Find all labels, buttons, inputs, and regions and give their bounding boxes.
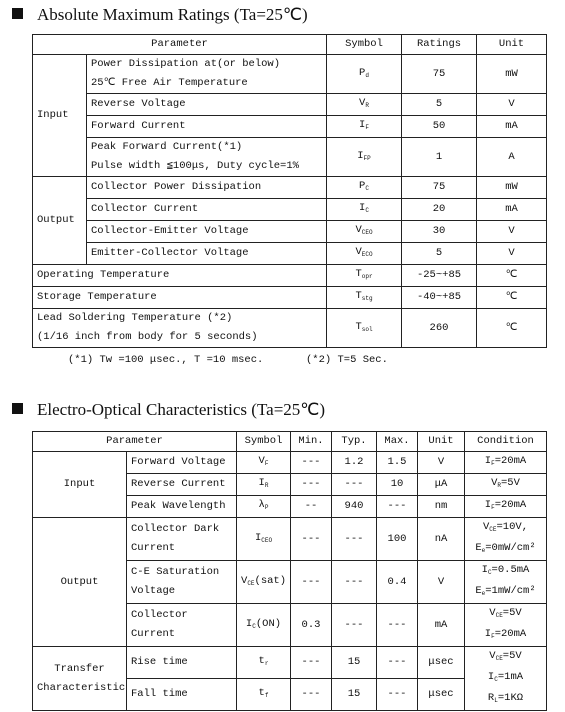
- param-cell: Storage Temperature: [33, 287, 327, 309]
- cond-text: I: [484, 499, 492, 511]
- group-line: Transfer: [54, 662, 105, 675]
- symbol-text: t: [258, 687, 265, 699]
- symbol-cell: [237, 679, 291, 711]
- eoc-heading: [12, 400, 325, 420]
- min-cell: ---: [291, 452, 332, 474]
- typ-cell: 15: [332, 679, 377, 711]
- symbol-cell: [327, 55, 402, 94]
- symbol-sub: C: [365, 207, 369, 214]
- symbol-cell: [327, 243, 402, 265]
- col-header-max: Max.: [377, 432, 418, 452]
- cond-sub: F: [491, 504, 495, 511]
- typ-cell: ---: [332, 604, 377, 647]
- cond-sub: F: [491, 633, 495, 640]
- cond-sub: CE: [495, 655, 503, 662]
- unit-cell: μA: [418, 474, 465, 496]
- max-cell: ---: [377, 679, 418, 711]
- col-header-typ: Typ.: [332, 432, 377, 452]
- rating-cell: 20: [402, 199, 477, 221]
- table-row: [33, 94, 547, 116]
- param-cell: [87, 55, 327, 94]
- cond-rest: =0mW/cm²: [485, 542, 536, 554]
- table-row: [33, 55, 547, 94]
- param-line: (1/16 inch from body for 5 seconds): [37, 331, 258, 343]
- col-header-unit: Unit: [418, 432, 465, 452]
- table-row: [33, 116, 547, 138]
- group-label-input: Input: [33, 55, 87, 177]
- cond-text: V: [491, 477, 498, 489]
- symbol-text: T: [355, 320, 362, 333]
- symbol-text: I: [359, 202, 366, 214]
- cond-sub: C: [487, 569, 492, 576]
- symbol-text: P: [359, 66, 366, 79]
- symbol-sub: R: [264, 482, 269, 489]
- table-row: [33, 518, 547, 561]
- condition-cell: [465, 452, 547, 474]
- param-line: Current: [131, 542, 176, 554]
- symbol-sub: CE: [247, 579, 255, 587]
- symbol-text: I: [359, 119, 366, 131]
- cond-text: I: [481, 564, 488, 576]
- table-header-row: [33, 432, 547, 452]
- param-cell: Emitter-Collector Voltage: [87, 243, 327, 265]
- symbol-sub: F: [365, 124, 369, 131]
- min-cell: ---: [291, 474, 332, 496]
- max-cell: ---: [377, 647, 418, 679]
- col-header-parameter: Parameter: [33, 432, 237, 452]
- table-row: [33, 177, 547, 199]
- param-line: Collector Dark: [131, 523, 220, 535]
- condition-cell: [465, 604, 547, 647]
- max-cell: 10: [377, 474, 418, 496]
- footnote-2: (*2) T=5 Sec.: [306, 354, 388, 366]
- max-cell: 1.5: [377, 452, 418, 474]
- table-row: [33, 138, 547, 177]
- min-cell: ---: [291, 647, 332, 679]
- min-cell: --: [291, 496, 332, 518]
- min-cell: ---: [291, 561, 332, 604]
- group-label-output: Output: [33, 518, 127, 647]
- rating-cell: 75: [402, 177, 477, 199]
- symbol-rest: (sat): [254, 574, 287, 587]
- table-row: [33, 452, 547, 474]
- col-header-parameter: Parameter: [33, 35, 327, 55]
- cond-sub: C: [494, 676, 498, 683]
- symbol-cell: [327, 138, 402, 177]
- symbol-cell: [327, 177, 402, 199]
- cond-rest: =1mW/cm²: [485, 585, 536, 597]
- electro-optical-table: [32, 431, 547, 711]
- symbol-sub: R: [365, 102, 369, 109]
- symbol-text: λ: [258, 499, 265, 511]
- unit-cell: mA: [477, 199, 547, 221]
- symbol-sub: FP: [363, 154, 371, 162]
- symbol-text: V: [355, 224, 362, 236]
- symbol-cell: [327, 309, 402, 348]
- symbol-cell: [237, 604, 291, 647]
- param-cell: Collector Power Dissipation: [87, 177, 327, 199]
- symbol-cell: [237, 452, 291, 474]
- cond-text: V: [482, 521, 490, 533]
- col-header-ratings: Ratings: [402, 35, 477, 55]
- condition-cell: [465, 647, 547, 711]
- param-cell: Operating Temperature: [33, 265, 327, 287]
- unit-cell: mA: [477, 116, 547, 138]
- unit-cell: A: [477, 138, 547, 177]
- typ-cell: ---: [332, 518, 377, 561]
- condition-cell: [465, 496, 547, 518]
- symbol-cell: [237, 496, 291, 518]
- cond-text: V: [489, 607, 496, 619]
- symbol-cell: [327, 265, 402, 287]
- cond-rest: =20mA: [494, 455, 527, 467]
- symbol-text: P: [359, 180, 366, 192]
- symbol-sub: C: [365, 185, 369, 192]
- param-cell: [87, 138, 327, 177]
- unit-cell: V: [418, 561, 465, 604]
- cond-text: I: [487, 671, 495, 683]
- unit-cell: V: [477, 94, 547, 116]
- rating-cell: 30: [402, 221, 477, 243]
- typ-cell: 15: [332, 647, 377, 679]
- symbol-text: I: [258, 477, 265, 489]
- table-row: [33, 199, 547, 221]
- cond-sub: R: [497, 482, 501, 489]
- param-cell: Fall time: [127, 679, 237, 711]
- cond-rest: =0.5mA: [491, 564, 530, 576]
- eoc-title: Electro-Optical Characteristics (Ta=25℃): [37, 400, 326, 419]
- symbol-text: I: [254, 531, 262, 544]
- amr-title: Absolute Maximum Ratings (Ta=25℃): [37, 5, 308, 24]
- param-line: Power Dissipation at(or below): [91, 58, 281, 70]
- cond-text: R: [487, 692, 495, 704]
- symbol-cell: [237, 474, 291, 496]
- unit-cell: V: [477, 221, 547, 243]
- symbol-sub: CEO: [361, 229, 373, 236]
- footnote-1: (*1) Tw =100 μsec., T =10 msec.: [68, 354, 264, 366]
- symbol-sub: stg: [361, 295, 373, 302]
- group-label-output: Output: [33, 177, 87, 265]
- cond-text: I: [484, 628, 492, 640]
- param-line: Voltage: [131, 585, 176, 597]
- amr-heading: [12, 5, 308, 25]
- symbol-text: I: [245, 617, 253, 630]
- col-header-min: Min.: [291, 432, 332, 452]
- typ-cell: 1.2: [332, 452, 377, 474]
- cond-text: V: [489, 650, 496, 662]
- table-row: [33, 287, 547, 309]
- unit-cell: μsec: [418, 647, 465, 679]
- cond-rest: =20mA: [494, 628, 527, 640]
- symbol-text: T: [355, 268, 362, 280]
- table-row: [33, 265, 547, 287]
- symbol-sub: F: [264, 460, 269, 467]
- param-line: C-E Saturation: [131, 566, 220, 578]
- cond-rest: =5V: [502, 650, 522, 662]
- cond-text: I: [484, 455, 492, 467]
- symbol-cell: [327, 287, 402, 309]
- unit-cell: mW: [477, 55, 547, 94]
- symbol-text: V: [355, 246, 362, 258]
- unit-cell: V: [477, 243, 547, 265]
- param-cell: Forward Voltage: [127, 452, 237, 474]
- table-row: [33, 221, 547, 243]
- symbol-cell: [237, 518, 291, 561]
- unit-cell: V: [418, 452, 465, 474]
- cond-sub: CE: [495, 612, 503, 619]
- min-cell: ---: [291, 518, 332, 561]
- cond-rest: =1KΩ: [497, 692, 524, 704]
- param-cell: Collector Current: [87, 199, 327, 221]
- min-cell: ---: [291, 679, 332, 711]
- param-line: Pulse width ≦100μs, Duty cycle=1%: [91, 160, 299, 172]
- param-line: Current: [131, 628, 176, 640]
- param-cell: Rise time: [127, 647, 237, 679]
- unit-cell: ℃: [477, 265, 547, 287]
- cond-sub: CE: [489, 526, 497, 533]
- cond-text: E: [475, 585, 482, 597]
- cond-rest: =1mA: [497, 671, 524, 683]
- symbol-text: T: [355, 290, 362, 302]
- absolute-max-ratings-table: [32, 34, 547, 348]
- typ-cell: 940: [332, 496, 377, 518]
- col-header-symbol: Symbol: [237, 432, 291, 452]
- cond-sub: e: [481, 590, 486, 597]
- typ-cell: ---: [332, 561, 377, 604]
- rating-cell: 5: [402, 94, 477, 116]
- symbol-text: V: [359, 97, 366, 109]
- symbol-cell: [327, 116, 402, 138]
- symbol-rest: (ON): [255, 617, 282, 630]
- param-cell: [127, 561, 237, 604]
- param-cell: Peak Wavelength: [127, 496, 237, 518]
- min-cell: 0.3: [291, 604, 332, 647]
- table-header-row: [33, 35, 547, 55]
- col-header-unit: Unit: [477, 35, 547, 55]
- param-line: 25℃ Free Air Temperature: [91, 77, 248, 89]
- symbol-cell: [327, 94, 402, 116]
- rating-cell: 1: [402, 138, 477, 177]
- cond-sub: F: [491, 460, 495, 467]
- unit-cell: ℃: [477, 309, 547, 348]
- symbol-cell: [327, 199, 402, 221]
- condition-cell: [465, 561, 547, 604]
- symbol-text: V: [258, 455, 265, 467]
- symbol-cell: [237, 647, 291, 679]
- col-header-symbol: Symbol: [327, 35, 402, 55]
- symbol-sub: P: [264, 504, 269, 511]
- group-label-input: Input: [33, 452, 127, 518]
- symbol-text: t: [258, 655, 265, 667]
- unit-cell: mW: [477, 177, 547, 199]
- bullet-square-icon: [12, 403, 23, 414]
- rating-cell: -25~+85: [402, 265, 477, 287]
- param-cell: Reverse Current: [127, 474, 237, 496]
- group-label-transfer: [33, 647, 127, 711]
- param-line: Collector: [131, 609, 188, 621]
- symbol-text: I: [357, 149, 364, 162]
- condition-cell: [465, 474, 547, 496]
- cond-rest: =5V: [502, 607, 522, 619]
- cond-rest: =20mA: [494, 499, 527, 511]
- group-line: Characteristic: [37, 681, 126, 694]
- typ-cell: ---: [332, 474, 377, 496]
- condition-cell: [465, 518, 547, 561]
- cond-sub: L: [494, 697, 498, 704]
- max-cell: ---: [377, 604, 418, 647]
- symbol-sub: C: [252, 622, 256, 630]
- param-cell: Collector-Emitter Voltage: [87, 221, 327, 243]
- rating-cell: -40~+85: [402, 287, 477, 309]
- symbol-sub: d: [365, 71, 369, 79]
- symbol-cell: [237, 561, 291, 604]
- bullet-square-icon: [12, 8, 23, 19]
- rating-cell: 75: [402, 55, 477, 94]
- symbol-sub: CEO: [261, 536, 273, 544]
- param-cell: Reverse Voltage: [87, 94, 327, 116]
- rating-cell: 50: [402, 116, 477, 138]
- symbol-text: V: [241, 574, 248, 587]
- param-cell: [127, 518, 237, 561]
- symbol-sub: opr: [361, 273, 373, 280]
- max-cell: 0.4: [377, 561, 418, 604]
- param-line: Peak Forward Current(*1): [91, 141, 243, 153]
- unit-cell: μsec: [418, 679, 465, 711]
- symbol-sub: ECO: [361, 251, 373, 258]
- rating-cell: 260: [402, 309, 477, 348]
- table-row: [33, 309, 547, 348]
- rating-cell: 5: [402, 243, 477, 265]
- symbol-cell: [327, 221, 402, 243]
- symbol-sub: r: [264, 660, 269, 667]
- table-row: [33, 647, 547, 679]
- symbol-sub: f: [264, 692, 269, 699]
- param-cell: [33, 309, 327, 348]
- unit-cell: ℃: [477, 287, 547, 309]
- param-cell: Forward Current: [87, 116, 327, 138]
- symbol-sub: sol: [361, 325, 373, 333]
- cond-rest: =10V,: [496, 521, 529, 533]
- cond-rest: =5V: [501, 477, 520, 489]
- unit-cell: nA: [418, 518, 465, 561]
- cond-sub: e: [481, 547, 486, 554]
- unit-cell: nm: [418, 496, 465, 518]
- unit-cell: mA: [418, 604, 465, 647]
- param-cell: [127, 604, 237, 647]
- max-cell: ---: [377, 496, 418, 518]
- param-line: Lead Soldering Temperature (*2): [37, 312, 233, 324]
- cond-text: E: [475, 542, 482, 554]
- col-header-condition: Condition: [465, 432, 547, 452]
- table-row: [33, 243, 547, 265]
- max-cell: 100: [377, 518, 418, 561]
